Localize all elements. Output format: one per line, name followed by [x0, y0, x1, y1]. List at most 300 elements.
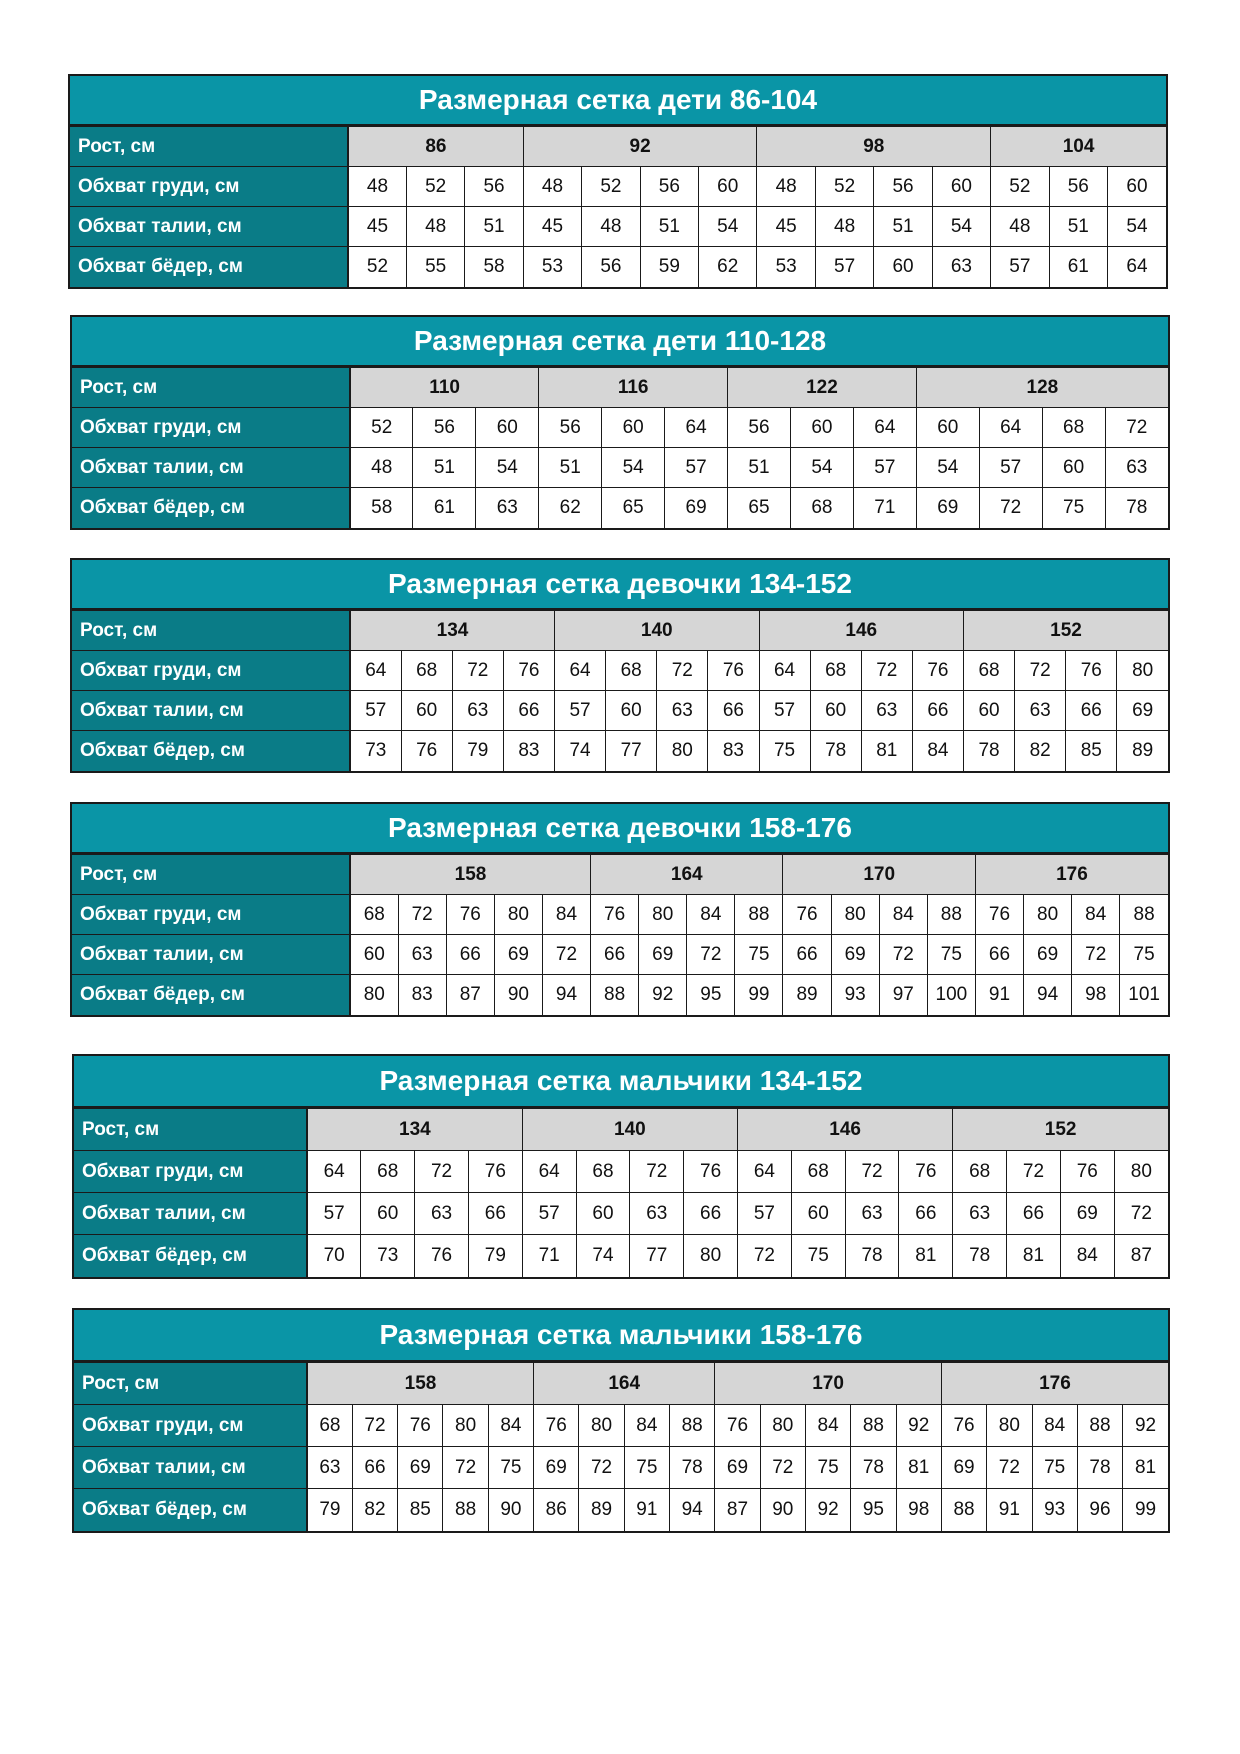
- waist-value: 54: [699, 207, 757, 247]
- height-header: 92: [523, 127, 757, 167]
- hips-value: 88: [941, 1489, 986, 1531]
- chest-value: 64: [522, 1151, 576, 1193]
- chest-value: 80: [494, 895, 542, 935]
- waist-value: 60: [964, 691, 1015, 731]
- chest-value: 68: [401, 651, 452, 691]
- chest-value: 76: [1060, 1151, 1114, 1193]
- hips-value: 63: [932, 247, 990, 287]
- chest-value: 56: [728, 408, 791, 448]
- height-header: 170: [715, 1363, 942, 1405]
- hips-value: 58: [350, 488, 413, 528]
- hips-value: 91: [975, 975, 1023, 1015]
- hips-value: 53: [757, 247, 815, 287]
- hips-value: 82: [1015, 731, 1066, 771]
- chest-value: 60: [476, 408, 539, 448]
- hips-value: 81: [1007, 1235, 1061, 1277]
- hips-value: 99: [735, 975, 783, 1015]
- hips-value: 68: [790, 488, 853, 528]
- height-header: 152: [964, 611, 1169, 651]
- waist-value: 72: [443, 1447, 488, 1489]
- waist-value: 54: [916, 448, 979, 488]
- table-row-chest: [74, 1405, 1168, 1447]
- chest-value: 84: [1072, 895, 1120, 935]
- waist-value: 69: [831, 935, 879, 975]
- hips-value: 95: [851, 1489, 896, 1531]
- chest-value: 76: [899, 1151, 953, 1193]
- chest-value: 88: [1120, 895, 1168, 935]
- table-row-waist: [72, 935, 1168, 975]
- table-row-hips: [70, 247, 1166, 287]
- table-row-hips: [72, 975, 1168, 1015]
- height-header: 128: [916, 368, 1168, 408]
- size-table: [72, 367, 1168, 528]
- hips-value: 77: [630, 1235, 684, 1277]
- hips-value: 74: [555, 731, 606, 771]
- chest-value: 92: [896, 1405, 941, 1447]
- chest-value: 64: [555, 651, 606, 691]
- waist-value: 51: [1049, 207, 1107, 247]
- chest-value: 80: [639, 895, 687, 935]
- hips-value: 93: [1032, 1489, 1077, 1531]
- chest-value: 60: [916, 408, 979, 448]
- hips-value: 58: [465, 247, 523, 287]
- size-chart: [70, 802, 1170, 1017]
- waist-value: 75: [1032, 1447, 1077, 1489]
- chest-value: 60: [790, 408, 853, 448]
- waist-value: 75: [1120, 935, 1168, 975]
- hips-value: 91: [624, 1489, 669, 1531]
- hips-value: 78: [1105, 488, 1168, 528]
- hips-value: 85: [398, 1489, 443, 1531]
- waist-value: 54: [602, 448, 665, 488]
- table-row-hips: [74, 1489, 1168, 1531]
- waist-value: 69: [494, 935, 542, 975]
- waist-value: 66: [352, 1447, 397, 1489]
- hips-value: 52: [348, 247, 406, 287]
- hips-value: 57: [991, 247, 1049, 287]
- waist-value: 75: [927, 935, 975, 975]
- chest-value: 64: [738, 1151, 792, 1193]
- table-row-chest: [74, 1151, 1168, 1193]
- size-chart: [70, 315, 1170, 530]
- height-header: 104: [991, 127, 1166, 167]
- chest-value: 68: [361, 1151, 415, 1193]
- hips-value: 84: [912, 731, 963, 771]
- chest-value: 52: [406, 167, 464, 207]
- table-row-height: [74, 1109, 1168, 1151]
- table-row-height: [72, 855, 1168, 895]
- chest-value: 68: [350, 895, 398, 935]
- hips-value: 79: [452, 731, 503, 771]
- waist-value: 63: [861, 691, 912, 731]
- chest-value: 76: [468, 1151, 522, 1193]
- chest-value: 72: [1007, 1151, 1061, 1193]
- chart-title: Размерная сетка девочки 134-152: [72, 560, 1168, 610]
- size-chart: [72, 1054, 1170, 1279]
- chest-value: 56: [539, 408, 602, 448]
- hips-value: 73: [361, 1235, 415, 1277]
- chest-value: 80: [1117, 651, 1168, 691]
- height-header: 134: [307, 1109, 522, 1151]
- waist-value: 48: [991, 207, 1049, 247]
- waist-value: 72: [760, 1447, 805, 1489]
- chest-value: 80: [760, 1405, 805, 1447]
- waist-value: 66: [912, 691, 963, 731]
- waist-value: 78: [670, 1447, 715, 1489]
- hips-value: 60: [874, 247, 932, 287]
- hips-value: 78: [953, 1235, 1007, 1277]
- chest-value: 48: [757, 167, 815, 207]
- chest-value: 48: [348, 167, 406, 207]
- chest-value: 68: [810, 651, 861, 691]
- table-row-waist: [72, 448, 1168, 488]
- row-label-waist: Обхват талии, см: [74, 1193, 307, 1235]
- chest-value: 80: [579, 1405, 624, 1447]
- waist-value: 57: [555, 691, 606, 731]
- hips-value: 94: [1024, 975, 1072, 1015]
- waist-value: 51: [874, 207, 932, 247]
- height-header: 158: [307, 1363, 534, 1405]
- hips-value: 57: [815, 247, 873, 287]
- chest-value: 84: [879, 895, 927, 935]
- chest-value: 52: [815, 167, 873, 207]
- hips-value: 65: [728, 488, 791, 528]
- waist-value: 48: [406, 207, 464, 247]
- height-header: 86: [348, 127, 523, 167]
- waist-value: 48: [582, 207, 640, 247]
- hips-value: 89: [1117, 731, 1168, 771]
- height-header: 140: [555, 611, 760, 651]
- waist-value: 66: [503, 691, 554, 731]
- waist-value: 63: [307, 1447, 352, 1489]
- height-header: 122: [728, 368, 917, 408]
- hips-value: 95: [687, 975, 735, 1015]
- table-row-hips: [74, 1235, 1168, 1277]
- chart-title: Размерная сетка мальчики 158-176: [74, 1310, 1168, 1362]
- size-table: [74, 1362, 1168, 1531]
- waist-value: 66: [468, 1193, 522, 1235]
- waist-value: 81: [896, 1447, 941, 1489]
- waist-value: 51: [728, 448, 791, 488]
- waist-value: 45: [757, 207, 815, 247]
- waist-value: 60: [606, 691, 657, 731]
- waist-value: 63: [1015, 691, 1066, 731]
- chest-value: 84: [1032, 1405, 1077, 1447]
- chest-value: 52: [350, 408, 413, 448]
- hips-value: 59: [640, 247, 698, 287]
- chest-value: 60: [1107, 167, 1166, 207]
- chest-value: 72: [398, 895, 446, 935]
- hips-value: 101: [1120, 975, 1168, 1015]
- row-label-height: Рост, см: [72, 368, 350, 408]
- chest-value: 88: [670, 1405, 715, 1447]
- waist-value: 72: [579, 1447, 624, 1489]
- waist-value: 66: [975, 935, 1023, 975]
- hips-value: 78: [845, 1235, 899, 1277]
- hips-value: 91: [987, 1489, 1032, 1531]
- chest-value: 52: [582, 167, 640, 207]
- hips-value: 61: [413, 488, 476, 528]
- hips-value: 79: [468, 1235, 522, 1277]
- chest-value: 60: [699, 167, 757, 207]
- chest-value: 84: [542, 895, 590, 935]
- waist-value: 69: [398, 1447, 443, 1489]
- waist-value: 66: [1007, 1193, 1061, 1235]
- hips-value: 81: [899, 1235, 953, 1277]
- row-label-hips: Обхват бёдер, см: [72, 975, 350, 1015]
- hips-value: 83: [708, 731, 759, 771]
- hips-value: 89: [579, 1489, 624, 1531]
- waist-value: 75: [488, 1447, 533, 1489]
- chest-value: 80: [987, 1405, 1032, 1447]
- waist-value: 72: [879, 935, 927, 975]
- chest-value: 76: [715, 1405, 760, 1447]
- hips-value: 96: [1077, 1489, 1122, 1531]
- waist-value: 48: [350, 448, 413, 488]
- row-label-height: Рост, см: [72, 611, 350, 651]
- hips-value: 100: [927, 975, 975, 1015]
- hips-value: 61: [1049, 247, 1107, 287]
- table-row-waist: [74, 1447, 1168, 1489]
- waist-value: 57: [759, 691, 810, 731]
- row-label-hips: Обхват бёдер, см: [70, 247, 348, 287]
- waist-value: 57: [665, 448, 728, 488]
- waist-value: 63: [630, 1193, 684, 1235]
- chest-value: 88: [927, 895, 975, 935]
- hips-value: 62: [699, 247, 757, 287]
- waist-value: 54: [932, 207, 990, 247]
- chest-value: 68: [307, 1405, 352, 1447]
- chest-value: 88: [1077, 1405, 1122, 1447]
- hips-value: 73: [350, 731, 401, 771]
- chest-value: 68: [576, 1151, 630, 1193]
- hips-value: 88: [591, 975, 639, 1015]
- height-header: 176: [975, 855, 1168, 895]
- chest-value: 72: [1105, 408, 1168, 448]
- waist-value: 63: [398, 935, 446, 975]
- hips-value: 70: [307, 1235, 361, 1277]
- waist-value: 81: [1123, 1447, 1168, 1489]
- waist-value: 54: [476, 448, 539, 488]
- chest-value: 76: [783, 895, 831, 935]
- hips-value: 75: [759, 731, 810, 771]
- waist-value: 63: [953, 1193, 1007, 1235]
- hips-value: 83: [503, 731, 554, 771]
- hips-value: 80: [657, 731, 708, 771]
- hips-value: 76: [401, 731, 452, 771]
- hips-value: 93: [831, 975, 879, 1015]
- waist-value: 60: [1042, 448, 1105, 488]
- table-row-height: [70, 127, 1166, 167]
- height-header: 146: [759, 611, 964, 651]
- height-header: 152: [953, 1109, 1168, 1151]
- size-table: [74, 1108, 1168, 1277]
- hips-value: 87: [1114, 1235, 1168, 1277]
- waist-value: 63: [845, 1193, 899, 1235]
- waist-value: 72: [1072, 935, 1120, 975]
- chest-value: 64: [759, 651, 810, 691]
- chest-value: 80: [443, 1405, 488, 1447]
- chest-value: 68: [964, 651, 1015, 691]
- hips-value: 71: [853, 488, 916, 528]
- height-header: 170: [783, 855, 975, 895]
- hips-value: 87: [446, 975, 494, 1015]
- hips-value: 72: [738, 1235, 792, 1277]
- size-table: [72, 854, 1168, 1015]
- chest-value: 76: [591, 895, 639, 935]
- height-header: 176: [941, 1363, 1168, 1405]
- chest-value: 76: [708, 651, 759, 691]
- waist-value: 63: [452, 691, 503, 731]
- row-label-hips: Обхват бёдер, см: [74, 1489, 307, 1531]
- hips-value: 75: [1042, 488, 1105, 528]
- table-row-chest: [72, 895, 1168, 935]
- hips-value: 87: [715, 1489, 760, 1531]
- chest-value: 64: [853, 408, 916, 448]
- chart-title: Размерная сетка дети 110-128: [72, 317, 1168, 367]
- waist-value: 60: [350, 935, 398, 975]
- waist-value: 63: [415, 1193, 469, 1235]
- chest-value: 76: [398, 1405, 443, 1447]
- chest-value: 64: [665, 408, 728, 448]
- hips-value: 83: [398, 975, 446, 1015]
- chest-value: 72: [861, 651, 912, 691]
- row-label-waist: Обхват талии, см: [70, 207, 348, 247]
- hips-value: 78: [964, 731, 1015, 771]
- chest-value: 88: [851, 1405, 896, 1447]
- hips-value: 89: [783, 975, 831, 1015]
- chest-value: 72: [352, 1405, 397, 1447]
- hips-value: 88: [443, 1489, 488, 1531]
- hips-value: 53: [523, 247, 581, 287]
- height-header: 164: [591, 855, 783, 895]
- hips-value: 69: [916, 488, 979, 528]
- waist-value: 75: [805, 1447, 850, 1489]
- size-chart: [72, 1308, 1170, 1533]
- waist-value: 57: [738, 1193, 792, 1235]
- chest-value: 56: [640, 167, 698, 207]
- hips-value: 90: [494, 975, 542, 1015]
- waist-value: 69: [1024, 935, 1072, 975]
- waist-value: 54: [1107, 207, 1166, 247]
- waist-value: 72: [687, 935, 735, 975]
- row-label-chest: Обхват груди, см: [72, 651, 350, 691]
- chest-value: 92: [1123, 1405, 1168, 1447]
- waist-value: 66: [708, 691, 759, 731]
- waist-value: 45: [523, 207, 581, 247]
- height-header: 140: [522, 1109, 737, 1151]
- hips-value: 92: [639, 975, 687, 1015]
- waist-value: 57: [853, 448, 916, 488]
- waist-value: 57: [979, 448, 1042, 488]
- waist-value: 60: [791, 1193, 845, 1235]
- table-row-hips: [72, 731, 1168, 771]
- waist-value: 69: [639, 935, 687, 975]
- hips-value: 64: [1107, 247, 1166, 287]
- row-label-height: Рост, см: [70, 127, 348, 167]
- table-row-height: [74, 1363, 1168, 1405]
- chest-value: 56: [465, 167, 523, 207]
- height-header: 110: [350, 368, 539, 408]
- chest-value: 68: [953, 1151, 1007, 1193]
- hips-value: 62: [539, 488, 602, 528]
- row-label-waist: Обхват талии, см: [72, 691, 350, 731]
- waist-value: 60: [810, 691, 861, 731]
- waist-value: 51: [640, 207, 698, 247]
- chest-value: 68: [791, 1151, 845, 1193]
- row-label-waist: Обхват талии, см: [72, 935, 350, 975]
- hips-value: 80: [684, 1235, 738, 1277]
- hips-value: 74: [576, 1235, 630, 1277]
- row-label-hips: Обхват бёдер, см: [72, 731, 350, 771]
- table-row-chest: [72, 651, 1168, 691]
- hips-value: 90: [760, 1489, 805, 1531]
- table-row-height: [72, 368, 1168, 408]
- chest-value: 72: [630, 1151, 684, 1193]
- chart-title: Размерная сетка мальчики 134-152: [74, 1056, 1168, 1108]
- waist-value: 66: [783, 935, 831, 975]
- row-label-chest: Обхват груди, см: [70, 167, 348, 207]
- waist-value: 60: [576, 1193, 630, 1235]
- hips-value: 85: [1066, 731, 1117, 771]
- chest-value: 52: [991, 167, 1049, 207]
- row-label-waist: Обхват талии, см: [72, 448, 350, 488]
- chest-value: 72: [1015, 651, 1066, 691]
- hips-value: 80: [350, 975, 398, 1015]
- waist-value: 69: [941, 1447, 986, 1489]
- hips-value: 55: [406, 247, 464, 287]
- chest-value: 56: [1049, 167, 1107, 207]
- hips-value: 79: [307, 1489, 352, 1531]
- waist-value: 66: [446, 935, 494, 975]
- waist-value: 69: [534, 1447, 579, 1489]
- waist-value: 48: [815, 207, 873, 247]
- hips-value: 90: [488, 1489, 533, 1531]
- row-label-chest: Обхват груди, см: [72, 895, 350, 935]
- hips-value: 63: [476, 488, 539, 528]
- chest-value: 64: [350, 651, 401, 691]
- row-label-chest: Обхват груди, см: [74, 1151, 307, 1193]
- chest-value: 76: [1066, 651, 1117, 691]
- chest-value: 76: [975, 895, 1023, 935]
- waist-value: 66: [684, 1193, 738, 1235]
- size-table: [72, 610, 1168, 771]
- row-label-chest: Обхват груди, см: [74, 1405, 307, 1447]
- row-label-hips: Обхват бёдер, см: [72, 488, 350, 528]
- size-table: [70, 126, 1166, 287]
- hips-value: 71: [522, 1235, 576, 1277]
- chart-title: Размерная сетка девочки 158-176: [72, 804, 1168, 854]
- height-header: 116: [539, 368, 728, 408]
- hips-value: 81: [861, 731, 912, 771]
- hips-value: 65: [602, 488, 665, 528]
- height-header: 158: [350, 855, 591, 895]
- height-header: 98: [757, 127, 991, 167]
- hips-value: 82: [352, 1489, 397, 1531]
- hips-value: 94: [542, 975, 590, 1015]
- row-label-chest: Обхват груди, см: [72, 408, 350, 448]
- waist-value: 60: [361, 1193, 415, 1235]
- chest-value: 56: [874, 167, 932, 207]
- chest-value: 80: [831, 895, 879, 935]
- waist-value: 72: [542, 935, 590, 975]
- chest-value: 76: [446, 895, 494, 935]
- hips-value: 84: [1060, 1235, 1114, 1277]
- chest-value: 76: [534, 1405, 579, 1447]
- chest-value: 72: [657, 651, 708, 691]
- waist-value: 51: [465, 207, 523, 247]
- hips-value: 98: [896, 1489, 941, 1531]
